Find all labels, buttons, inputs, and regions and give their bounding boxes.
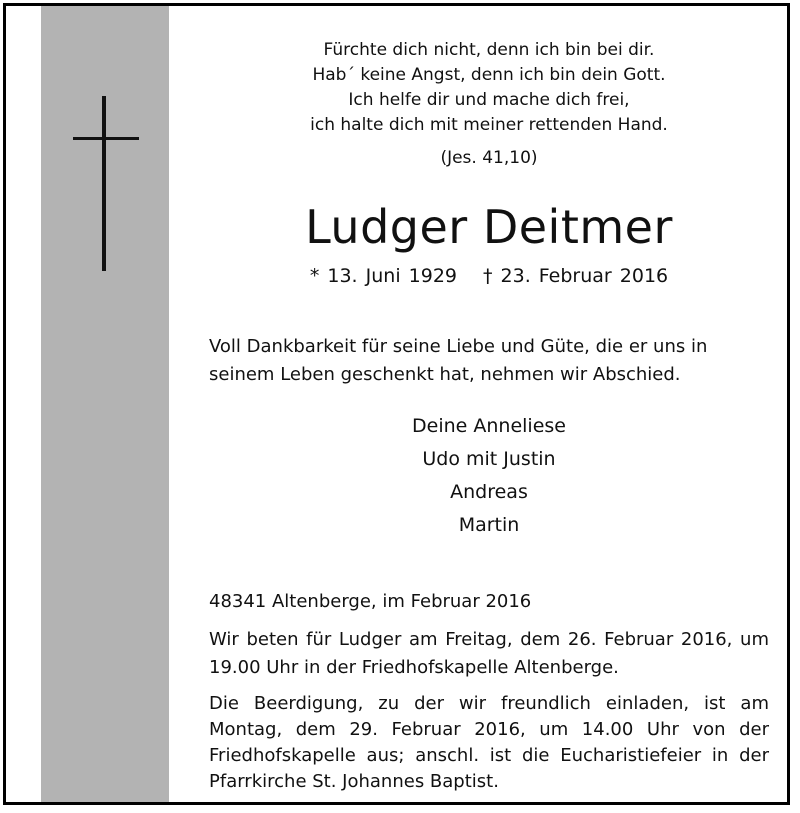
- verse-line: Fürchte dich nicht, denn ich bin bei dir.: [323, 40, 655, 60]
- mourner-name: Martin: [458, 514, 520, 536]
- tribute-text: Voll Dankbarkeit für seine Liebe und Güte, die er uns in seinem Leben geschenkt hat, nehmen wir Abschied.: [209, 336, 708, 385]
- verse-line: ich halte dich mit meiner rettenden Hand.: [310, 115, 668, 135]
- funeral-notice: Die Beerdigung, zu der wir freundlich einladen, ist am Montag, dem 29. Februar 2016, um 14.00 Uhr von der Friedhofskapelle aus; anschl. ist die Eucharistiefeier in der Pfarrkirche St. Johannes Baptist.: [209, 693, 769, 792]
- mourner-name: Udo mit Justin: [422, 448, 556, 470]
- bible-verse: [209, 38, 769, 138]
- life-dates: [209, 262, 769, 290]
- obituary-notice: [3, 3, 790, 805]
- verse-line: Hab´ keine Angst, denn ich bin dein Gott.: [312, 65, 666, 85]
- mourners-list: [209, 410, 769, 542]
- verse-reference: (Jes. 41,10): [440, 148, 538, 168]
- mourner-name: Andreas: [450, 481, 528, 503]
- place-and-date: 48341 Altenberge, im Februar 2016: [209, 591, 532, 612]
- birth-date: * 13. Juni 1929: [309, 265, 457, 287]
- deceased-name: Ludger Deitmer: [305, 200, 673, 254]
- cross-icon-crossbar: [73, 137, 139, 140]
- mourner-name: Deine Anneliese: [412, 415, 566, 437]
- death-date: † 23. Februar 2016: [483, 265, 669, 287]
- prayer-notice: Wir beten für Ludger am Freitag, dem 26. Februar 2016, um 19.00 Uhr in der Friedhofskapelle Altenberge.: [209, 629, 769, 678]
- cross-icon: [102, 96, 106, 271]
- verse-line: Ich helfe dir und mache dich frei,: [348, 90, 630, 110]
